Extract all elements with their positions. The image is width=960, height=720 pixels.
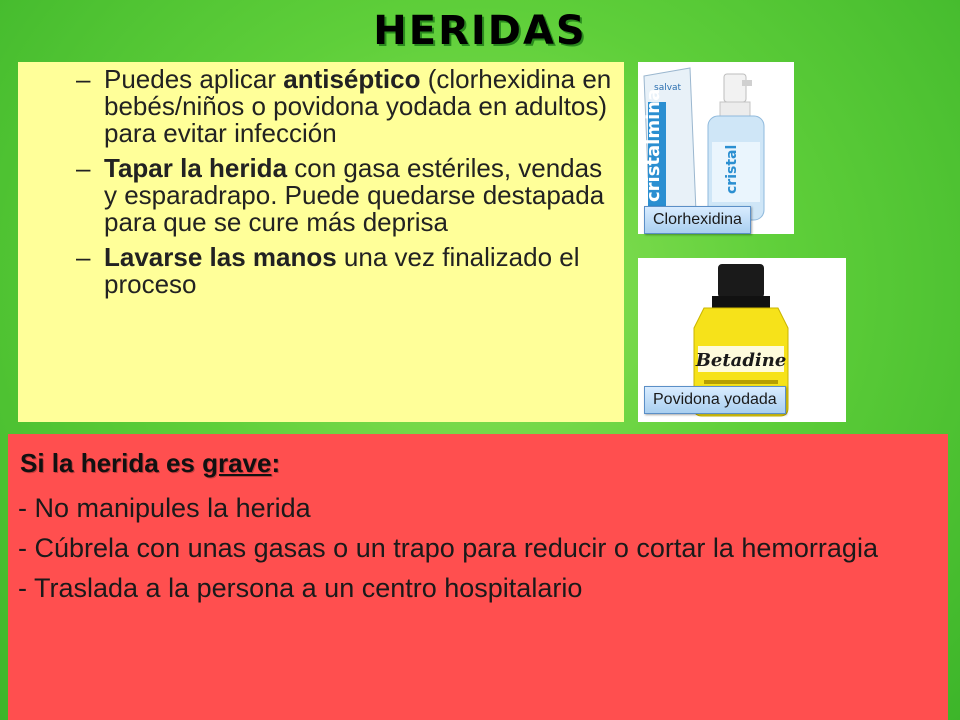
list-item: – Puedes aplicar antiséptico (clorhexidina en bebés/niños o povidona yodada en adultos) para evitar infección — [76, 64, 612, 148]
svg-text:salvat: salvat — [654, 83, 682, 93]
slide-title: HERIDAS — [373, 8, 587, 54]
list-item: – Tapar la herida con gasa estériles, vendas y esparadrapo. Puede quedarse destapada para que se cure más deprisa — [76, 153, 605, 237]
bottle-label: Betadine — [695, 350, 787, 371]
caption-clorhexidina: Clorhexidina — [644, 206, 751, 234]
instructions-list — [60, 66, 620, 306]
box-text: cristalmina — [643, 88, 664, 202]
severe-instructions — [18, 488, 943, 608]
list-item: - No manipules la herida — [18, 493, 311, 523]
list-item: – Lavarse las manos una vez finalizado el proceso — [76, 242, 580, 299]
severe-title: Si la herida es grave: — [20, 448, 281, 478]
svg-text:cristal: cristal — [724, 144, 740, 194]
list-item: - Cúbrela con unas gasas o un trapo para reducir o cortar la hemorragia — [18, 533, 878, 563]
caption-povidona: Povidona yodada — [644, 386, 786, 414]
list-item: - Traslada a la persona a un centro hospitalario — [18, 573, 583, 603]
